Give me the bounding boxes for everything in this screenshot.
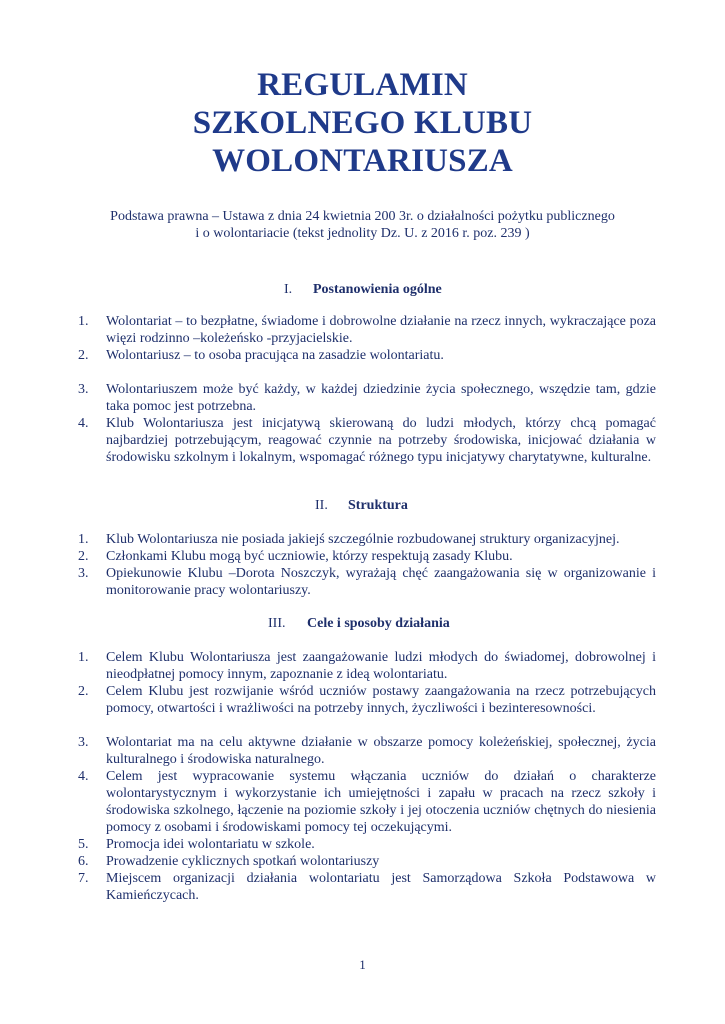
legal-basis-line-1: Podstawa prawna – Ustawa z dnia 24 kwietnia 200 3r. o działalności pożytku publicznego — [110, 209, 615, 224]
legal-basis-line-2: i o wolontariacie (tekst jednolity Dz. U. z 2016 r. poz. 239 ) — [195, 226, 530, 241]
item-text: Wolontariusz – to osoba pracująca na zasadzie wolontariatu. — [106, 348, 444, 363]
item-text: Celem Klubu jest rozwijanie wśród uczniów postawy zaangażowania na rzecz potrzebujących pomocy, otwartości i wrażliwości na potrzeby innych, życzliwości i bezinteresowności. — [106, 684, 656, 716]
item-text: Opiekunowie Klubu –Dorota Noszczyk, wyrażają chęć zaangażowania się w organizowanie i monitorowanie pracy wolontariuszy. — [106, 566, 656, 598]
item-number: 1. — [78, 650, 89, 665]
item-text: Miejscem organizacji działania wolontariatu jest Samorządowa Szkoła Podstawowa w Kamieńczycach. — [106, 871, 656, 903]
item-number: 2. — [78, 684, 89, 699]
list-item — [78, 734, 656, 768]
item-text: Celem Klubu Wolontariusza jest zaangażowanie ludzi młodych do świadomej, dobrowolnej i nieodpłatnej pomocy innym, zapoznanie z ideą wolontariatu. — [106, 650, 656, 682]
item-text: Klub Wolontariusza jest inicjatywą skierowaną do ludzi młodych, którzy chcą pomagać najbardziej potrzebującym, reagować czynnie na potrzeby środowiska, inicjować działania w środowisku szkolnym i lokalnym, wspomagać różnego typu inicjatywy charytatywne, kulturalne. — [106, 416, 656, 465]
list-item — [78, 649, 656, 683]
section-name: Cele i sposoby działania — [307, 616, 450, 631]
list-item — [78, 853, 656, 870]
list-item — [78, 870, 656, 904]
item-text: Wolontariuszem może być każdy, w każdej dziedzinie życia społecznego, wszędzie tam, gdzie taka pomoc jest potrzebna. — [106, 382, 656, 414]
title-line-3: WOLONTARIUSZA — [212, 143, 513, 179]
list-item — [78, 565, 656, 599]
section-number: III. — [268, 616, 286, 631]
list-item — [78, 683, 656, 717]
section-number: I. — [284, 282, 293, 297]
title-line-1: REGULAMIN — [257, 67, 468, 103]
list-item — [78, 381, 656, 415]
item-number: 6. — [78, 854, 89, 869]
item-text: Celem jest wypracowanie systemu włączania uczniów do działań o charakterze wolontarystycznym i wykorzystanie ich umiejętności i zapału w pracach na rzecz szkoły i środowiska szkolnego, łączenie na poziomie szkoły i jej otoczenia uczniów chętnych do niesienia pomocy z osobami i środowiskami pomocy tej oczekującymi. — [106, 769, 656, 835]
item-number: 3. — [78, 735, 89, 750]
list-item — [78, 548, 656, 565]
item-text: Członkami Klubu mogą być uczniowie, którzy respektują zasady Klubu. — [106, 549, 513, 564]
item-number: 3. — [78, 566, 89, 581]
item-number: 2. — [78, 549, 89, 564]
list-item — [78, 415, 656, 466]
item-number: 2. — [78, 348, 89, 363]
legal-basis — [60, 208, 665, 242]
list-item — [78, 313, 656, 347]
item-number: 4. — [78, 769, 89, 784]
item-text: Wolontariat ma na celu aktywne działanie w obszarze pomocy koleżeńskiej, społecznej, życia kulturalnego i środowiska naturalnego. — [106, 735, 656, 767]
section-name: Struktura — [348, 498, 408, 513]
item-text: Prowadzenie cyklicznych spotkań wolontariuszy — [106, 854, 380, 869]
list-item — [78, 768, 656, 836]
item-text: Wolontariat – to bezpłatne, świadome i dobrowolne działanie na rzecz innych, wykraczające poza więzi rodzinno –koleżeńsko -przyjacielskie. — [106, 314, 656, 346]
item-text: Promocja idei wolontariatu w szkole. — [106, 837, 315, 852]
list-item — [78, 836, 656, 853]
section-name: Postanowienia ogólne — [313, 282, 442, 297]
list-item — [78, 347, 656, 364]
item-number: 4. — [78, 416, 89, 431]
item-number: 5. — [78, 837, 89, 852]
page-number: 1 — [359, 957, 366, 972]
item-number: 1. — [78, 314, 89, 329]
list-item — [78, 531, 656, 548]
item-number: 3. — [78, 382, 89, 397]
document-title — [0, 66, 725, 180]
item-number: 7. — [78, 871, 89, 886]
title-line-2: SZKOLNEGO KLUBU — [192, 105, 533, 141]
item-text: Klub Wolontariusza nie posiada jakiejś szczególnie rozbudowanej struktury organizacyjnej. — [106, 532, 620, 547]
item-number: 1. — [78, 532, 89, 547]
section-number: II. — [315, 498, 328, 513]
